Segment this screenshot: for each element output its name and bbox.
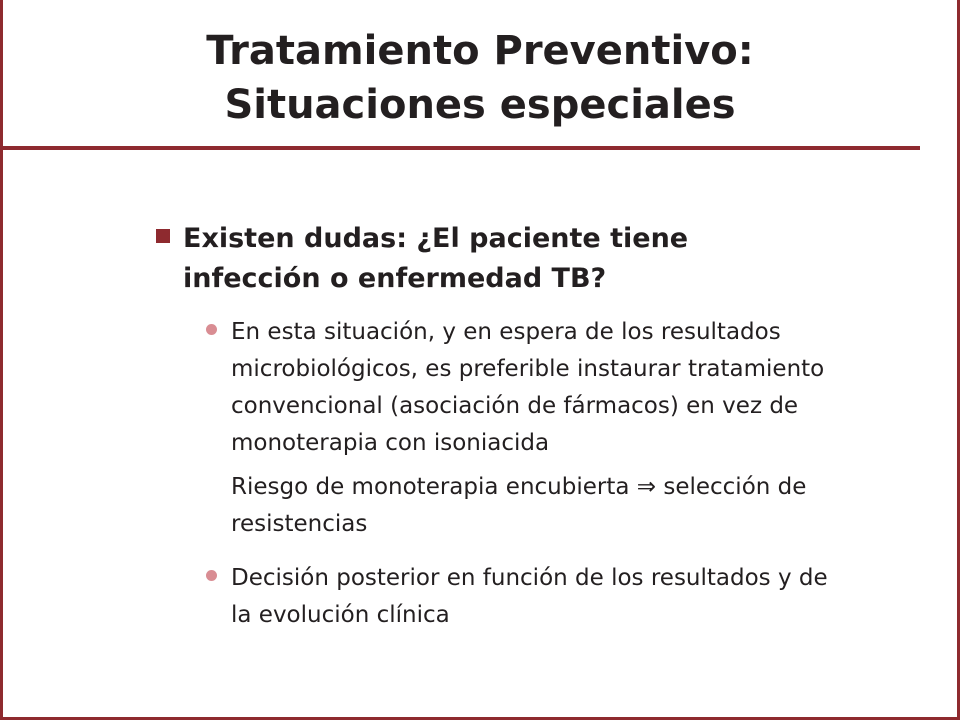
sub-bullet-text-1: En esta situación, y en espera de los resultados microbiológicos, es preferible instaurar tratamiento convencional (asociación de fármacos) en vez de monoterapia con isoniacida [231, 319, 825, 456]
dot-bullet-icon [206, 570, 217, 581]
square-bullet-icon [156, 229, 170, 243]
sub-bullet-note: Riesgo de monoterapia encubierta ⇒ selección de resistencias [231, 474, 807, 537]
title-divider [3, 146, 920, 150]
title-line-2: Situaciones especiales [224, 82, 736, 128]
dot-bullet-icon [206, 324, 217, 335]
main-bullet-text: Existen dudas: ¿El paciente tiene infección o enfermedad TB? [183, 223, 689, 294]
slide-title [3, 24, 957, 132]
title-line-1: Tratamiento Preventivo: [206, 28, 754, 74]
sub-bullet-text-2: Decisión posterior en función de los resultados y de la evolución clínica [231, 565, 828, 628]
